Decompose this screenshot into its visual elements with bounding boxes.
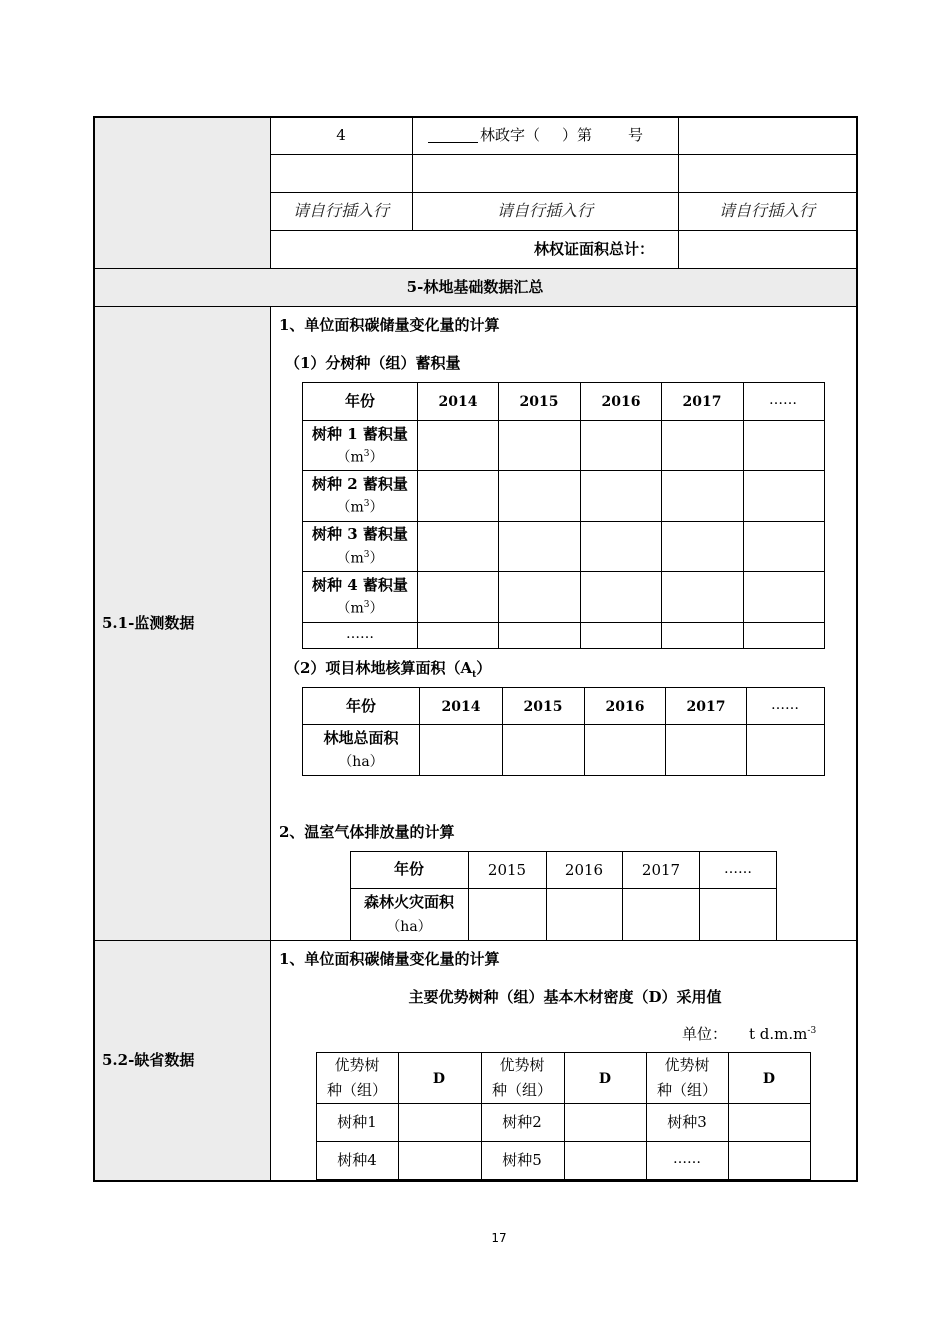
t4-species-4: 树种4 bbox=[337, 1151, 377, 1169]
t4-h-species-a2: 种（组） bbox=[326, 1081, 388, 1099]
t2-row-unit: （ha） bbox=[338, 754, 384, 770]
t2-header-2016: 2016 bbox=[605, 699, 645, 715]
t3-header-2016: 2016 bbox=[564, 861, 604, 879]
t3-row-name: 森林火灾面积 bbox=[363, 893, 455, 911]
t4-h-species-b2: 种（组） bbox=[491, 1081, 553, 1099]
row4-number: 4 bbox=[336, 126, 346, 144]
t4-h-species-b1: 优势树 bbox=[499, 1056, 545, 1074]
t1-row1-name: 树种 1 蓄积量 bbox=[312, 425, 408, 443]
t4-species-2: 树种2 bbox=[502, 1113, 542, 1131]
page-number: 17 bbox=[491, 1231, 507, 1245]
t1-header-2015: 2015 bbox=[519, 394, 559, 410]
t1-header-more: …… bbox=[769, 392, 797, 408]
outer-right bbox=[856, 116, 858, 1182]
outer-left bbox=[93, 116, 95, 1182]
t4-species-1: 树种1 bbox=[337, 1113, 377, 1131]
t4-species-more: …… bbox=[673, 1151, 701, 1167]
t2-header-2015: 2015 bbox=[523, 699, 563, 715]
t1-header-2016: 2016 bbox=[601, 394, 641, 410]
t1-row4-unit: $(m^3)$ bbox=[336, 600, 384, 617]
t1-row3-name: 树种 3 蓄积量 bbox=[312, 525, 408, 543]
t1-header-2014: 2014 bbox=[438, 394, 478, 410]
t3-header-year: 年份 bbox=[393, 860, 425, 878]
t3-row-unit: （ha） bbox=[386, 919, 432, 935]
outer-bottom bbox=[93, 1180, 858, 1182]
insert-row-hint-1: 请自行插入行 bbox=[292, 201, 390, 220]
insert-row-hint-3: 请自行插入行 bbox=[718, 201, 816, 220]
t2-header-2014: 2014 bbox=[441, 699, 481, 715]
t1-header-year: 年份 bbox=[344, 392, 376, 410]
t1-header-2017: 2017 bbox=[682, 394, 722, 410]
sec51-label: 5.1-监测数据 bbox=[102, 614, 195, 632]
t4-h-species-c1: 优势树 bbox=[664, 1056, 710, 1074]
cert-blank[interactable] bbox=[428, 128, 478, 143]
t4-h-d-a: D bbox=[432, 1071, 446, 1087]
t4-h-species-c2: 种（组） bbox=[656, 1081, 718, 1099]
sec51-heading-2: 2、温室气体排放量的计算 bbox=[279, 823, 455, 841]
col-divider-51 bbox=[270, 307, 271, 1181]
t1-row4-name: 树种 4 蓄积量 bbox=[312, 576, 408, 594]
sec51-sub-2: （2）项目林地核算面积$(A_t)$ bbox=[285, 659, 492, 680]
t2-header-2017: 2017 bbox=[686, 699, 726, 715]
t1-row-more: …… bbox=[346, 626, 374, 642]
t1-row2-name: 树种 2 蓄积量 bbox=[312, 475, 408, 493]
top-left-shade bbox=[94, 117, 270, 268]
t2-header-year: 年份 bbox=[345, 697, 377, 715]
t4-species-3: 树种3 bbox=[667, 1113, 707, 1131]
sec51-heading-1: 1、单位面积碳储量变化量的计算 bbox=[279, 316, 500, 334]
sec51-sub-1: （1）分树种（组）蓄积量 bbox=[285, 354, 461, 372]
cert-number-field: 林政字（ ）第 号 bbox=[428, 128, 643, 143]
t4-h-d-c: D bbox=[762, 1071, 776, 1087]
t4-h-species-a1: 优势树 bbox=[334, 1056, 380, 1074]
t1-row1-unit: $(m^3)$ bbox=[336, 449, 384, 466]
t3-header-2015: 2015 bbox=[487, 861, 527, 879]
t2-header-more: …… bbox=[771, 697, 799, 713]
outer-top bbox=[93, 116, 858, 118]
t3-header-2017: 2017 bbox=[641, 861, 681, 879]
t1-row3-unit: $(m^3)$ bbox=[336, 550, 384, 567]
t3-header-more: …… bbox=[724, 861, 752, 877]
total-area-label: 林权证面积总计： bbox=[534, 240, 655, 258]
sec52-label: 5.2-缺省数据 bbox=[102, 1051, 195, 1069]
unit-label: 单位： t $d.m.m^{-3}$ bbox=[682, 1025, 817, 1043]
section5-title: 5-林地基础数据汇总 bbox=[406, 278, 544, 296]
wood-density-caption: 主要优势树种（组）基本木材密度（D）采用值 bbox=[408, 988, 722, 1006]
t1-row2-unit: $(m^3)$ bbox=[336, 499, 384, 516]
t2-row-name: 林地总面积 bbox=[323, 729, 399, 747]
insert-row-hint-2: 请自行插入行 bbox=[496, 201, 594, 220]
t4-species-5: 树种5 bbox=[502, 1151, 542, 1169]
sec52-heading-1: 1、单位面积碳储量变化量的计算 bbox=[279, 950, 500, 968]
t4-h-d-b: D bbox=[598, 1071, 612, 1087]
